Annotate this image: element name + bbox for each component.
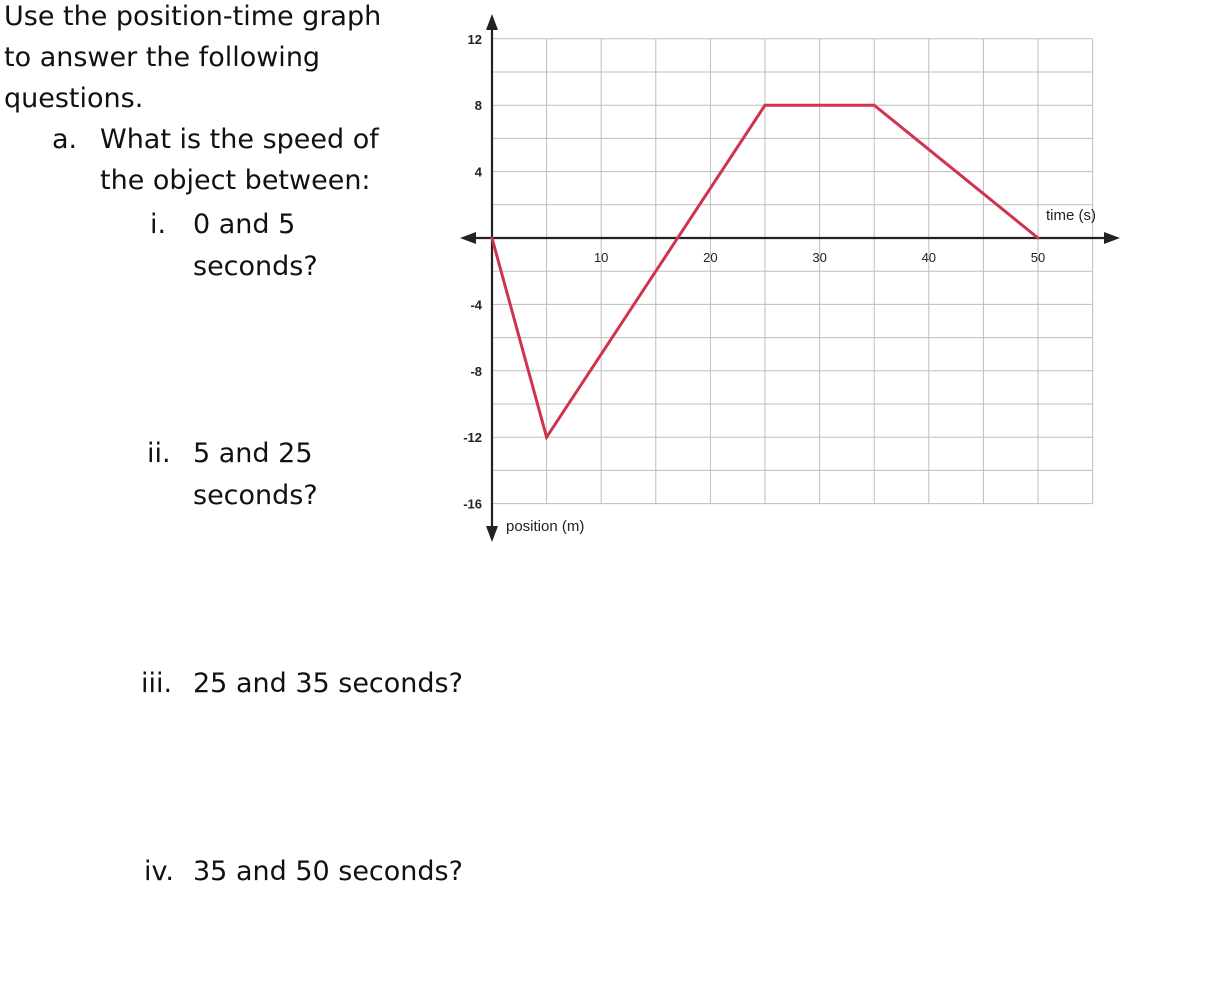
y-axis-label: position (m) <box>506 518 585 535</box>
grid <box>492 39 1093 504</box>
y-tick-label: -12 <box>463 430 482 446</box>
part-ii-line-1: 5 and 25 <box>193 438 313 469</box>
x-tick-label: 30 <box>812 250 827 265</box>
y-tick-label: -16 <box>463 496 482 512</box>
data-point <box>873 104 876 107</box>
question-a-line-2: the object between: <box>100 165 371 196</box>
intro-line-2: to answer the following <box>4 42 321 73</box>
data-point <box>1037 237 1040 240</box>
part-iv-marker: iv. <box>144 856 174 887</box>
x-tick-label: 10 <box>593 250 609 265</box>
part-ii-line-2: seconds? <box>193 480 318 511</box>
y-tick-label: -4 <box>470 297 482 313</box>
part-iii-line-1: 25 and 35 seconds? <box>193 668 463 699</box>
y-axis-arrow-up <box>486 14 498 30</box>
question-a-marker: a. <box>52 124 78 155</box>
axes <box>460 14 1120 542</box>
x-tick-label: 40 <box>921 250 937 265</box>
x-tick-label: 50 <box>1030 250 1046 265</box>
question-a-line-1: What is the speed of <box>100 124 379 155</box>
x-axis-arrow-right <box>1104 232 1120 244</box>
y-tick-label: 4 <box>474 164 482 180</box>
data-point <box>545 436 548 439</box>
part-i-line-1: 0 and 5 <box>193 209 296 240</box>
x-axis-label: time (s) <box>1046 207 1096 224</box>
y-tick-label: 8 <box>474 98 482 114</box>
x-tick-label: 20 <box>703 250 718 265</box>
y-tick-label: 12 <box>467 31 482 47</box>
x-axis-arrow-left <box>460 232 476 244</box>
intro-line-1: Use the position-time graph <box>4 1 382 32</box>
part-ii-marker: ii. <box>147 438 171 469</box>
part-iv-line-1: 35 and 50 seconds? <box>193 856 463 887</box>
part-iii-marker: iii. <box>141 668 173 699</box>
part-i-line-2: seconds? <box>193 251 318 282</box>
data-point <box>491 237 494 240</box>
y-axis-arrow-down <box>486 526 498 542</box>
part-i-marker: i. <box>150 209 167 240</box>
intro-line-3: questions. <box>4 83 144 114</box>
data-point <box>764 104 767 107</box>
y-tick-label: -8 <box>470 363 482 379</box>
